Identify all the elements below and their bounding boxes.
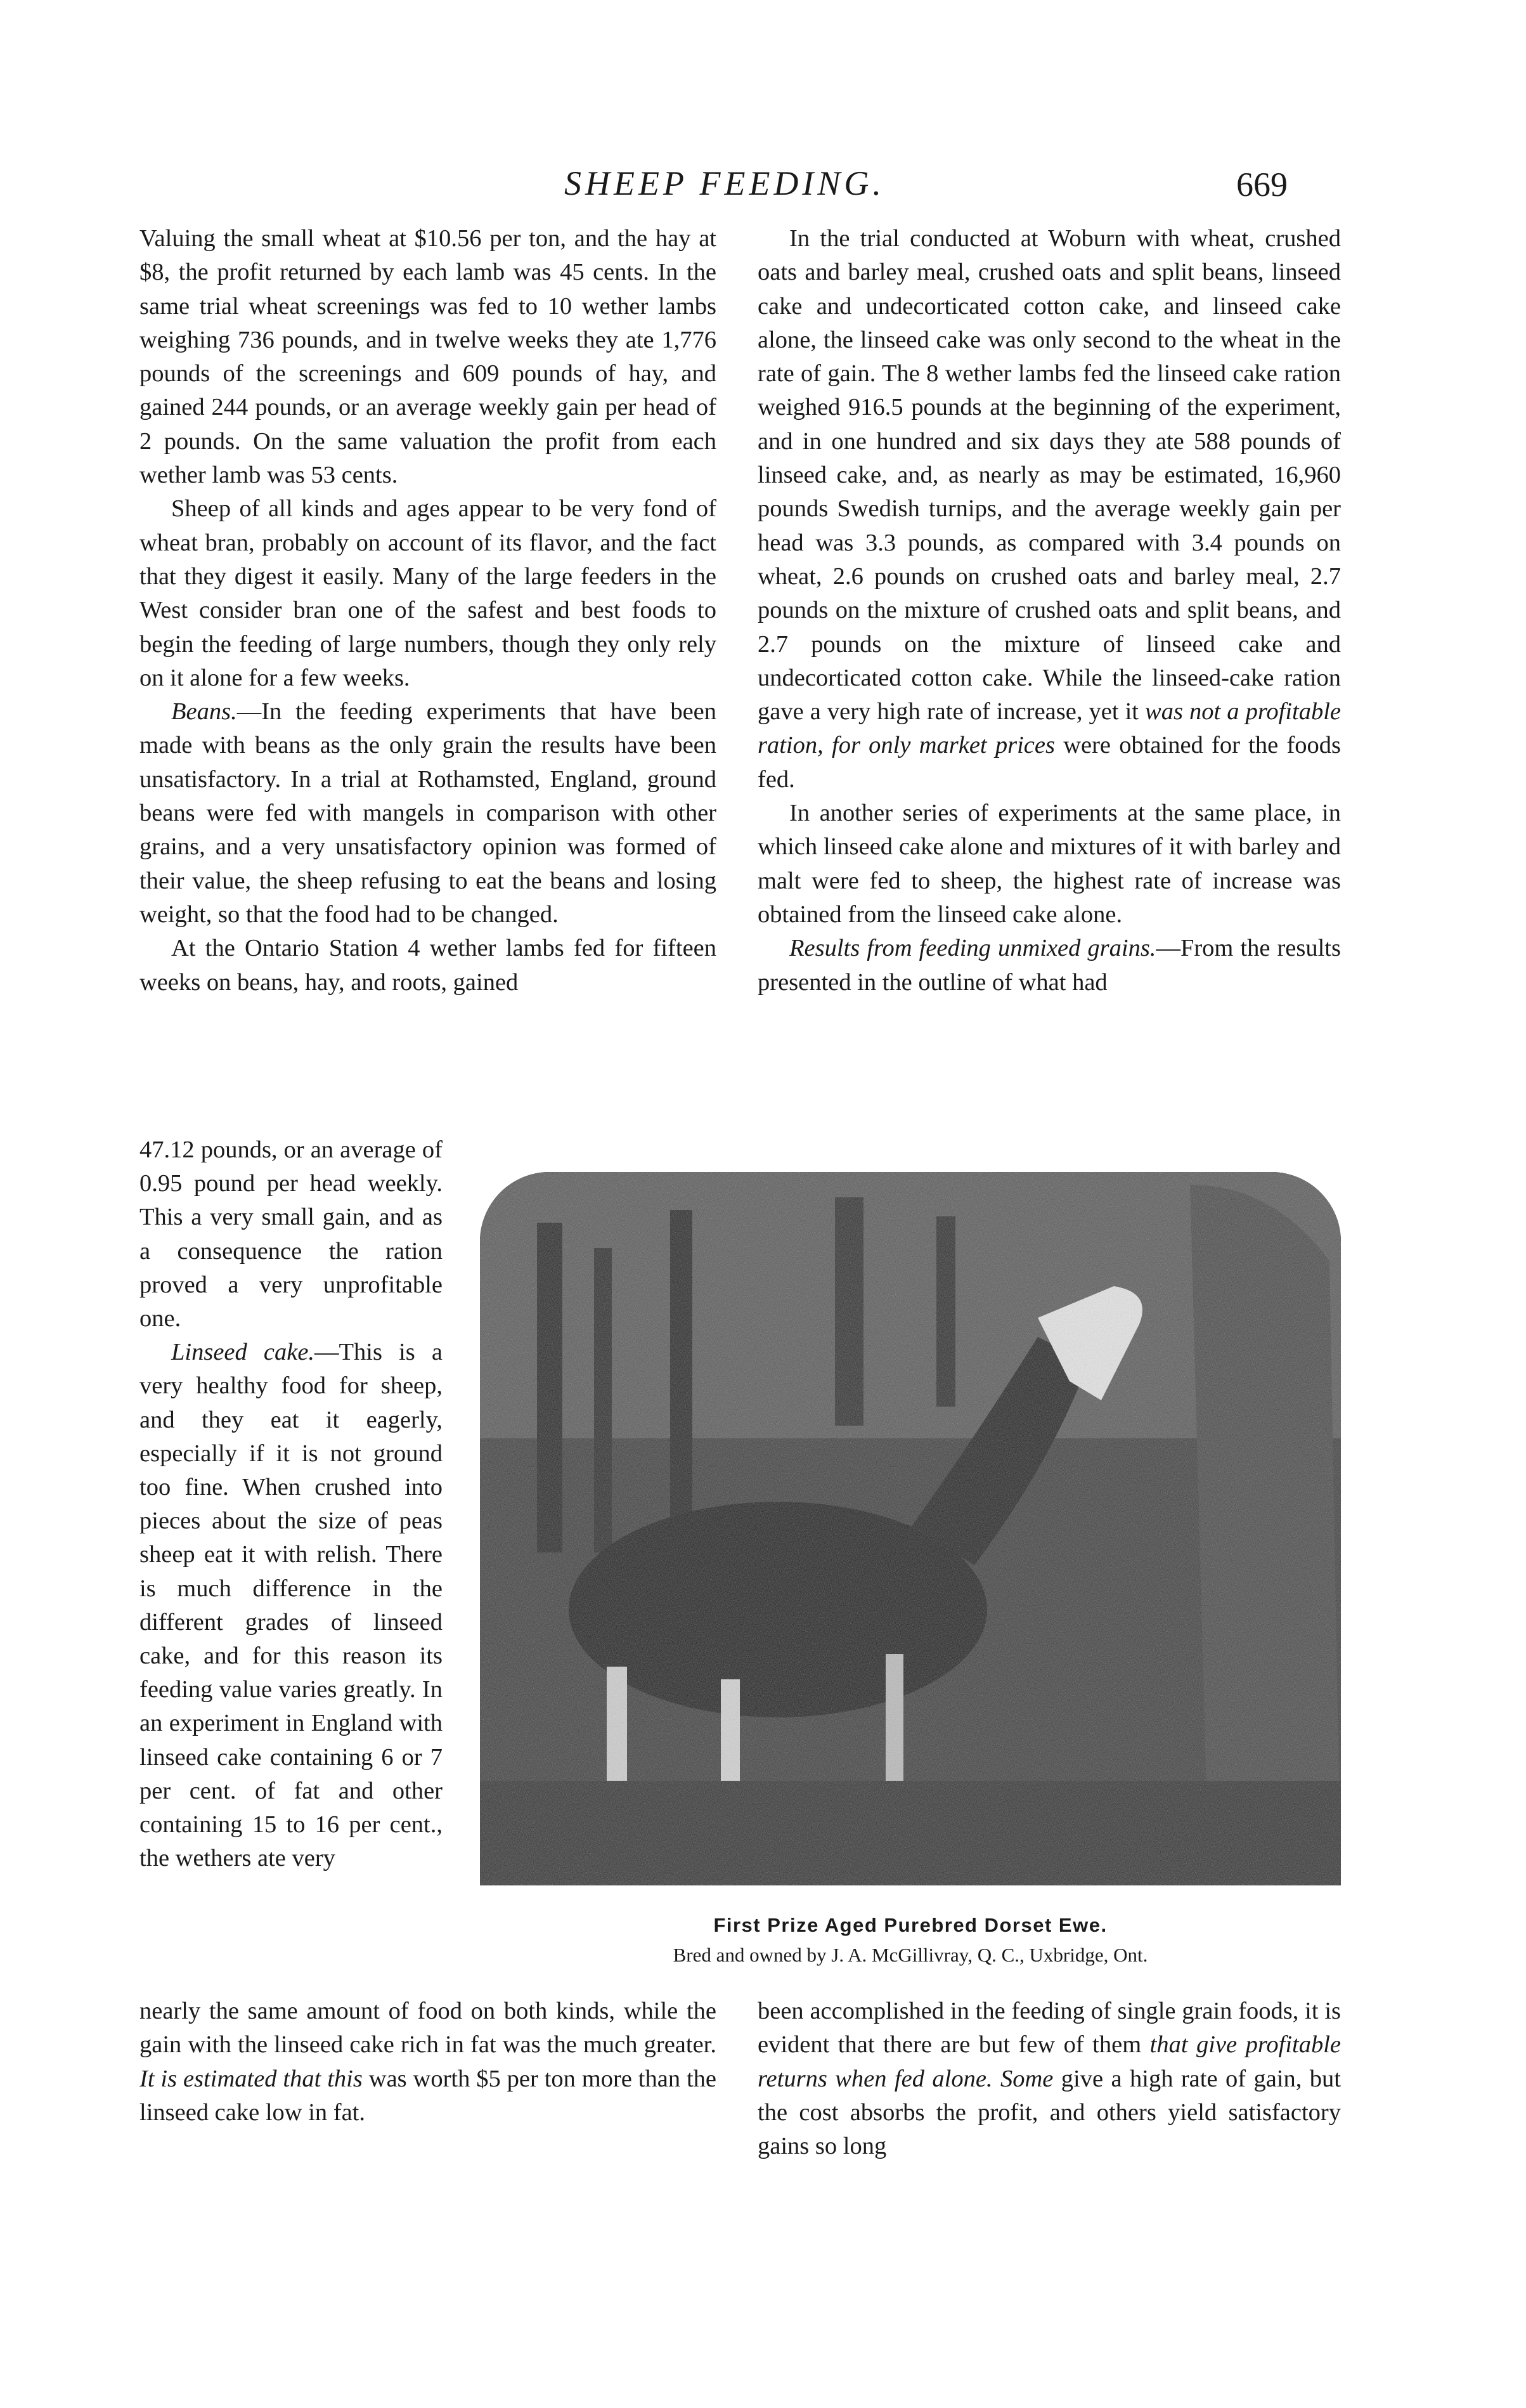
results-heading: Results from feeding unmixed grains. [789, 935, 1156, 962]
results-text: —From the results presented in the outline of what had [758, 935, 1341, 996]
paragraph-results [758, 932, 1341, 999]
paragraph-single-grain [758, 1995, 1341, 2163]
paragraph-wheat-bran: Sheep of all kinds and ages appear to be very fond of wheat bran, probably on account of its flavor, and the fact that they digest it easily. Many of the large feeders in the West consider bran one of the safest and best foods to begin the feeding of large numbers, though they only rely on it alone for a few weeks. [139, 495, 716, 691]
page-number: 669 [1236, 166, 1288, 204]
bottom-left-column [139, 1995, 716, 2130]
narrow-column [139, 1133, 443, 1875]
photo-illustration [480, 1172, 1341, 1885]
grain-text: been accomplished in the feeding of single grain foods, it is evident that there are but few of them [758, 1998, 1341, 2059]
linseed-text: —This is a very healthy food for sheep, and they eat it eagerly, especially if it is not ground too fine. When crushed into pieces about the size of peas sheep eat it with relish. There is much difference in the different grades of linseed cake, and for this reason its feeding value varies greatly. In an experiment in England with linseed cake containing 6 or 7 per cent. of fat and other containing 15 to 16 per cent., the wethers ate very [139, 1339, 443, 1872]
grain-end: give a high rate of gain, but the cost absorbs the profit, and others yield satisfactory gains so long [758, 2065, 1341, 2160]
paragraph-ontario: At the Ontario Station 4 wether lambs fed for fifteen weeks on beans, hay, and roots, gained [139, 935, 716, 996]
fat-text: nearly the same amount of food on both kinds, while the gain with the linseed cake rich in fat was the much greater. [139, 1998, 716, 2059]
beans-heading: Beans. [171, 698, 237, 726]
fat-end: was worth $5 per ton more than the linseed cake low in fat. [139, 2065, 717, 2126]
left-column [139, 222, 716, 999]
figure-caption-credit: Bred and owned by J. A. McGillivray, Q. C., Uxbridge, Ont. [673, 1944, 1148, 1966]
paragraph-wheat-valuation: Valuing the small wheat at $10.56 per ton, and the hay at $8, the profit returned by each lamb was 45 cents. In the same trial wheat screenings was fed to 10 wether lambs weighing 736 pounds, and in twelve weeks they ate 1,776 pounds of the screenings and 609 pounds of hay, and gained 244 pounds, or an average weekly gain per head of 2 pounds. On the same valuation the profit from each wether lamb was 53 cents. [139, 225, 716, 489]
bottom-right-column [758, 1995, 1341, 2163]
woburn-end: were obtained for the foods fed. [758, 732, 1342, 793]
linseed-heading: Linseed cake. [171, 1339, 315, 1366]
woburn-italic: was not a profitable ration, for only market prices [758, 698, 1341, 759]
paragraph-woburn [758, 222, 1341, 797]
paragraph-linseed-cake [139, 1336, 443, 1875]
paragraph-ontario-cont: 47.12 pounds, or an average of 0.95 pound per head weekly. This a very small gain, and as a consequence the ration proved a very unprofitable one. [139, 1136, 443, 1332]
running-title: SHEEP FEEDING. [564, 164, 885, 202]
right-column [758, 222, 1341, 999]
figure-caption-title: First Prize Aged Purebred Dorset Ewe. [713, 1914, 1108, 1936]
page-header [0, 164, 1526, 208]
dorset-ewe-photo [480, 1172, 1341, 1885]
grain-italic: that give profitable returns when fed alone. [758, 2031, 1342, 2092]
paragraph-fat-content [139, 1995, 716, 2130]
fat-italic: It is estimated that this [139, 2065, 363, 2092]
grain-italic-2: Some [1000, 2065, 1054, 2092]
paragraph-series: In another series of experiments at the same place, in which linseed cake alone and mixtures of it with barley and malt were fed to sheep, the highest rate of increase was obtained from the linseed cake alone. [758, 800, 1341, 928]
woburn-text: In the trial conducted at Woburn with wheat, crushed oats and barley meal, crushed oats and split beans, linseed cake and undecorticated cotton cake, and linseed cake alone, the linseed cake was only second to the wheat in the rate of gain. The 8 wether lambs fed the linseed cake ration weighed 916.5 pounds at the beginning of the experiment, and in one hundred and six days they ate 588 pounds of linseed cake, and, as nearly as may be estimated, 16,960 pounds Swedish turnips, and the average weekly gain per head was 3.3 pounds, as compared with 3.4 pounds on wheat, 2.6 pounds on crushed oats and barley meal, 2.7 pounds on the mixture of crushed oats and split beans, and 2.7 pounds on the mixture of linseed cake and undecorticated cotton cake. While the linseed-cake ration gave a very high rate of increase, yet it [758, 225, 1341, 726]
beans-text: —In the feeding experiments that have been made with beans as the only grain the results have been unsatisfactory. In a trial at Rothamsted, England, ground beans were fed with mangels in comparison with other grains, and a very unsatisfactory opinion was formed of their value, the sheep refusing to eat the beans and losing weight, so that the food had to be changed. [139, 698, 716, 928]
paragraph-beans [139, 695, 716, 932]
